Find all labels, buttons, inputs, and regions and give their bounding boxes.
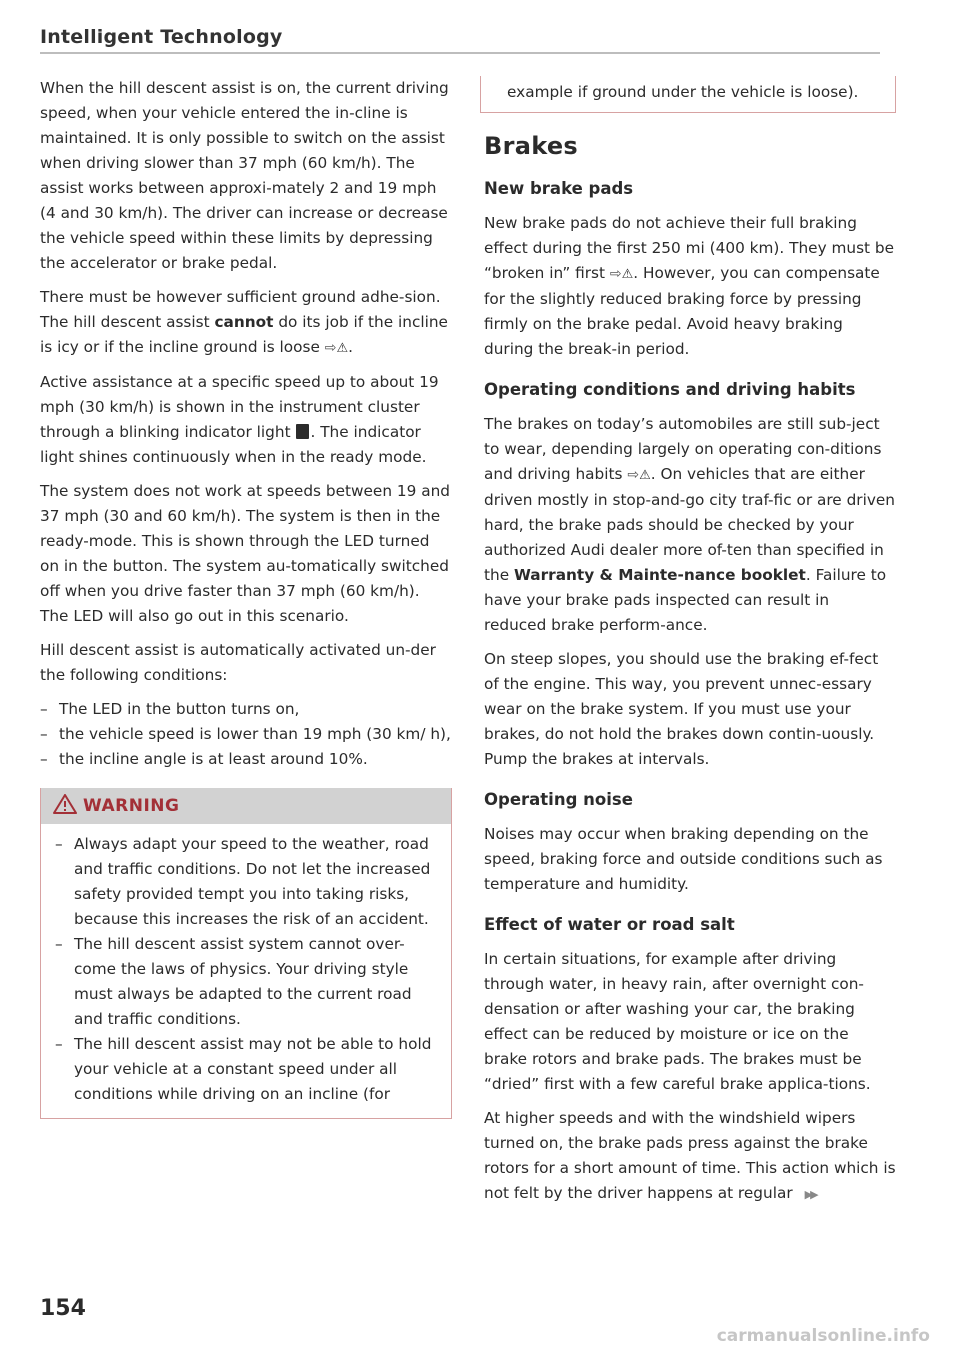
bold-warranty-booklet: Warranty & Mainte-nance booklet: [513, 566, 806, 584]
list-item: – The LED in the button turns on,: [40, 697, 452, 722]
list-item: – The hill descent assist system cannot over-come the laws of physics. Your driving style must always be adapted to the current road and traffic conditions.: [55, 932, 437, 1032]
warning-header: [41, 788, 451, 824]
paragraph-operating-noise: Noises may occur when braking depending on the speed, braking force and outside conditions such as temperature and humidity.: [484, 825, 883, 893]
reference-arrow-icon[interactable]: ⇨: [609, 266, 622, 282]
conditions-list: [40, 697, 452, 772]
heading-new-brake-pads: New brake pads: [484, 179, 634, 198]
list-item: – The hill descent assist may not be able to hold your vehicle at a constant speed under all conditions while driving on an incline (for: [55, 1032, 437, 1107]
page-header-title: Intelligent Technology: [40, 26, 283, 48]
indicator-light-icon: [296, 424, 309, 439]
paragraph-activation-conditions: Hill descent assist is automatically activated un-der the following conditions:: [40, 641, 436, 684]
paragraph-system-speed-range: The system does not work at speeds between 19 and 37 mph (30 and 60 km/h). The system is then in the ready-mode. This is shown through the LED turned on in the button. The system au-tomatically switched off when you drive faster than 37 mph (60 km/h). The LED will also go out in this scenario.: [40, 482, 450, 625]
heading-operating-noise: Operating noise: [484, 790, 633, 809]
warning-triangle-icon[interactable]: ⚠: [621, 267, 634, 282]
heading-water-road-salt: Effect of water or road salt: [484, 915, 735, 934]
list-item: – the incline angle is at least around 10%.: [40, 747, 452, 772]
warning-box: [40, 788, 452, 1119]
continue-arrow-icon: ▶▶: [804, 1188, 816, 1201]
warning-body: [41, 824, 451, 1118]
right-column: [484, 76, 896, 1216]
warning-triangle-icon: [53, 791, 77, 827]
paragraph-brake-wear: The brakes on today’s automobiles are still sub-ject to wear, depending largely on operating con-ditions and driving habits ⇨⚠. On vehicles that are either driven mostly in stop-and-go city traf-fic or are driven hard, the brake pads should be checked by your authorized Audi dealer more of-ten than specified in the Warranty & Mainte-nance booklet. Failure to have your brake pads inspected can result in reduced brake perform-ance.: [484, 415, 895, 634]
watermark: carmanualsonline.info: [716, 1326, 930, 1346]
warning-triangle-icon[interactable]: ⚠: [336, 341, 349, 356]
warning-triangle-icon[interactable]: ⚠: [639, 468, 651, 483]
warning-box-continued: [480, 76, 896, 113]
warning-continued-text: example if ground under the vehicle is loose).: [507, 83, 859, 101]
paragraph-windshield-wipers: At higher speeds and with the windshield wipers turned on, the brake pads press against the brake rotors for a short amount of time. This action which is not felt by the driver happens at regular ▶▶: [484, 1109, 896, 1202]
paragraph-water-effect: In certain situations, for example after driving through water, in heavy rain, after overnight con-densation or after washing your car, the braking effect can be reduced by moisture or ice on the brake rotors and brake pads. The brakes must be “dried” first with a few careful brake applica-tions.: [484, 950, 871, 1093]
header-rule: [40, 52, 880, 54]
paragraph-new-brake-pads: New brake pads do not achieve their full braking effect during the first 250 mi (400 km). They must be “broken in” first ⇨⚠. However, you can compensate for the slightly reduced braking force by pressing firmly on the brake pedal. Avoid heavy braking during the break-in period.: [484, 214, 895, 358]
paragraph-steep-slopes: On steep slopes, you should use the braking ef-fect of the engine. This way, you prevent unnec-essary wear on the brake system. If you must use your brakes, do not hold the brakes down contin-uously. Pump the brakes at intervals.: [484, 650, 879, 768]
paragraph-hill-descent-intro: When the hill descent assist is on, the current driving speed, when your vehicle entered the in-cline is maintained. It is only possible to switch on the assist when driving slower than 37 mph (60 km/h). The assist works between approxi-mately 2 and 19 mph (4 and 30 km/h). The driver can increase or decrease the vehicle speed within these limits by depressing the accelerator or brake pedal.: [40, 79, 449, 272]
bold-cannot: cannot: [214, 313, 274, 331]
paragraph-active-assistance: Active assistance at a specific speed up to about 19 mph (30 km/h) is shown in the instrument cluster through a blinking indicator light . The indicator light shines continuously when in the ready mode.: [40, 373, 439, 466]
list-item: – the vehicle speed is lower than 19 mph (30 km/ h),: [40, 722, 452, 747]
left-column: [40, 76, 452, 1119]
page-number: 154: [40, 1296, 86, 1321]
paragraph-ground-adhesion: There must be however sufficient ground adhe-sion. The hill descent assist cannot do its job if the incline is icy or if the incline ground is loose ⇨⚠.: [40, 288, 448, 356]
list-item: – Always adapt your speed to the weather, road and traffic conditions. Do not let the increased safety provided tempt you into taking risks, because this increases the risk of an accident.: [55, 832, 437, 932]
section-title-brakes: Brakes: [484, 132, 579, 160]
heading-operating-conditions: Operating conditions and driving habits: [484, 380, 856, 399]
warning-title: WARNING: [83, 796, 180, 816]
reference-arrow-icon[interactable]: ⇨: [324, 340, 337, 356]
warning-list: [55, 832, 437, 1107]
reference-arrow-icon[interactable]: ⇨: [627, 467, 640, 483]
